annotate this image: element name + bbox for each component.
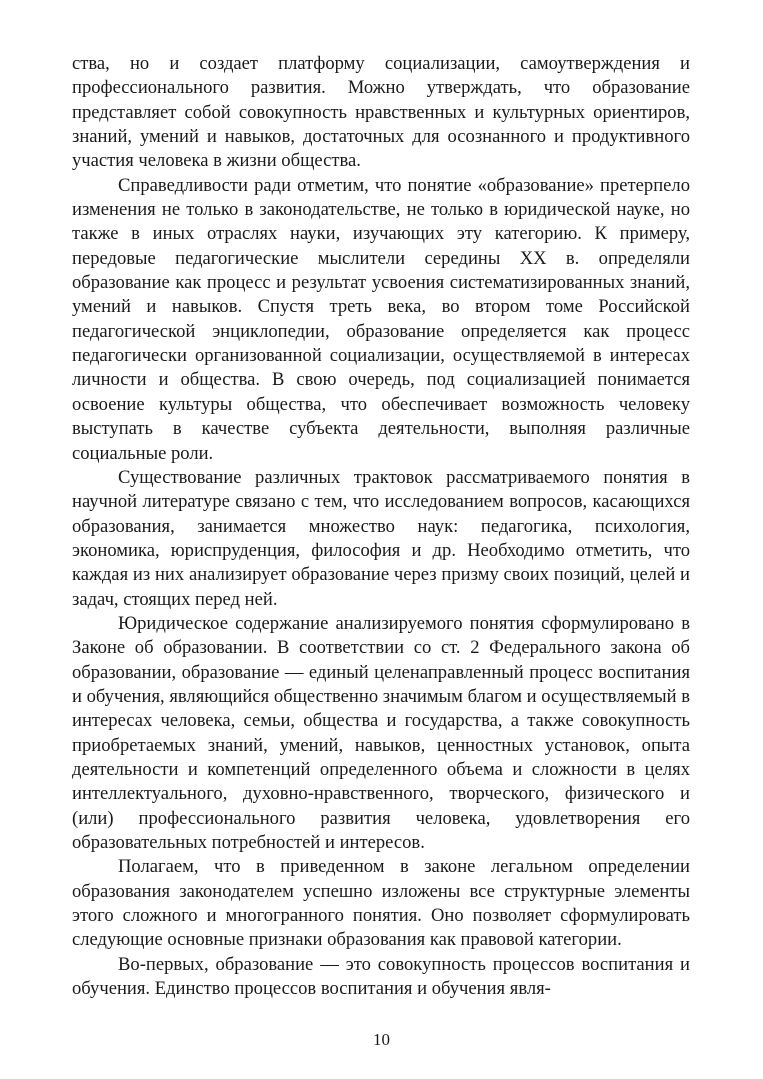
paragraph-2: Справедливости ради отметим, что понятие «образование» претерпело изменения не только в законодательстве, не только в юридической науке, но также в иных отраслях науки, изучающих эту категорию. К примеру, передовые педагогические мыслители середины XX в. определяли образование как процесс и результат усвоения систематизированных знаний, умений и навыков. Спустя треть века, во втором томе Российской педагогической энциклопедии, образование определяется как процесс педагогически организованной социализации, осуществляемой в интересах личности и общества. В свою очередь, под социализацией понимается освоение культуры общества, что обеспечивает возможность человеку выступать в качестве субъекта деятельности, выполняя различные социальные роли. bbox=[72, 174, 690, 464]
paragraph-1: ства, но и создает платформу социализации, самоутверждения и профессионального развития. Можно утверждать, что образование представляет собой совокупность нравственных и культурных ориентиров, знаний, умений и навыков, достаточных для осознанного и продуктивного участия человека в жизни общества. bbox=[72, 53, 690, 172]
paragraph-3: Существование различных трактовок рассматриваемого понятия в научной литературе связано с тем, что исследованием вопросов, касающихся образования, занимается множество наук: педагогика, психология, экономика, юриспруденция, философия и др. Необходимо отметить, что каждая из них анализирует образование через призму своих позиций, целей и задач, стоящих перед ней. bbox=[72, 466, 690, 610]
paragraph-4: Юридическое содержание анализируемого понятия сформулировано в Законе об образовании. В соответствии со ст. 2 Федерального закона об образовании, образование — единый целенаправленный процесс воспитания и обучения, являющийся общественно значимым благом и осуществляемый в интересах человека, семьи, общества и государства, а также совокупность приобретаемых знаний, умений, навыков, ценностных установок, опыта деятельности и компетенций определенного объема и сложности в целях интеллектуального, духовно-нравственного, творческого, физического и (или) профессионального развития человека, удовлетворения его образовательных потребностей и интересов. bbox=[72, 612, 690, 853]
page-number: 10 bbox=[373, 1030, 390, 1049]
paragraph-5: Полагаем, что в приведенном в законе легальном определении образования законодателем успешно изложены все структурные элементы этого сложного и многогранного понятия. Оно позволяет сформулировать следующие основные признаки образования как правовой категории. bbox=[72, 856, 690, 951]
page-body bbox=[72, 52, 690, 1001]
paragraph-6: Во-первых, образование — это совокупность процессов воспитания и обучения. Единство процессов воспитания и обучения явля- bbox=[72, 953, 690, 1000]
